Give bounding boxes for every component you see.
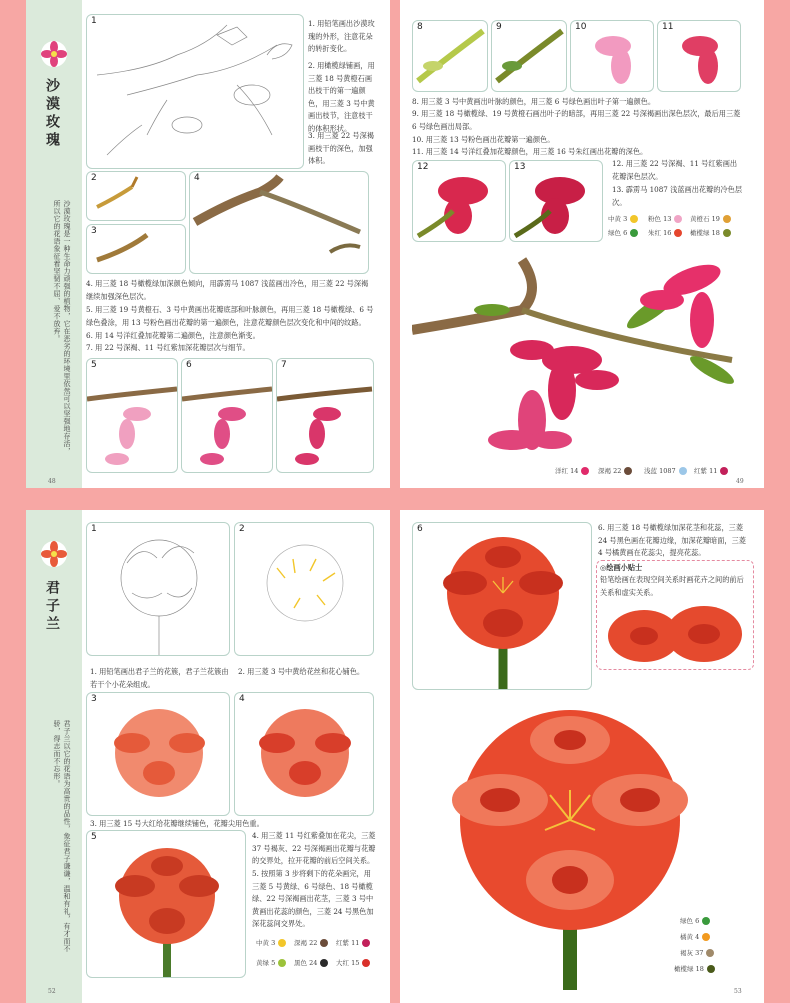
step-13-text: 13. 霹雳马 1087 浅蓝画出花瓣的冷色层次。	[612, 185, 743, 207]
step-1-text: 1. 用铅笔画出沙漠玫瑰的外形，注意花朵的转折变化。	[308, 19, 375, 53]
swatch: 深褐 22	[294, 938, 328, 947]
swatch: 大红 15	[336, 958, 370, 967]
step-5-text: 5. 用三菱 19 号黄橙石、3 号中黄画出花瓣底部和叶脉颜色，再用三菱 18 号橄榄绿、6 号绿色叠涂，用 13 号粉色画出花瓣的第一遍颜色，注意花瓣颜色层次变化和中间的纹路。	[86, 305, 374, 327]
swatch: 黄橙石 19	[690, 214, 731, 223]
step-2-panel: 2	[86, 171, 186, 221]
desert-rose-illustration	[412, 250, 752, 460]
step-3-panel: 3	[86, 692, 230, 816]
step-5-text: 5. 按照第 3 步将剩下的花朵画完，用三菱 5 号黄绿、6 号绿色、18 号橄榄绿、22 号深褐画出花茎，三菱 3 号中黄画出花蕊的颜色，三菱 24 号黑色加深花蕊间交界处。	[252, 869, 374, 928]
step-5-panel: 5	[86, 358, 178, 473]
swatch: 黄绿 5	[256, 958, 286, 967]
intro-text: 沙漠玫瑰是一种生命力顽强的植物，它在恶劣的环境里依然可以坚强地存活，所以它的花语象征着坚韧不屈、爱不放弃。	[53, 200, 71, 455]
section-title: 沙漠玫瑰	[44, 78, 60, 150]
swatch: 红紫 11	[336, 938, 370, 947]
step-8-text: 8. 用三菱 3 号中黄画出叶脉的颜色，用三菱 6 号绿色画出叶子第一遍颜色。	[412, 97, 656, 106]
step-5-panel: 5	[86, 830, 246, 978]
tip-title: ◎绘画小贴士	[600, 563, 643, 572]
step-2-text: 2. 用橄榄绿铺画，用三菱 18 号黄橙石画出枝干的第一遍颜色，用三菱 3 号中黄画出枝节，注意枝干的体积形状。	[308, 61, 375, 133]
step-4-panel: 4	[189, 171, 369, 274]
step-1-sketch-panel: 1	[86, 14, 304, 169]
step-6-panel: 6	[181, 358, 273, 473]
step-3-text: 3. 用三菱 15 号大红给花瓣继续铺色，花瓣尖用色重。	[90, 819, 264, 828]
step-13-panel: 13	[509, 160, 603, 242]
swatch: 红紫 11	[694, 466, 728, 475]
step-6-text: 6. 用 14 号洋红叠加花瓣第二遍颜色，注意颜色渐变。	[86, 331, 260, 340]
section-title: 君子兰	[44, 580, 60, 634]
tip-illustration	[604, 596, 746, 666]
step-9-panel: 9	[491, 20, 567, 92]
swatch: 橄榄绿 18	[690, 228, 731, 237]
step-3-panel: 3	[86, 224, 186, 274]
step-7-text: 7. 用 22 号深褐、11 号红紫加深花瓣层次与细节。	[86, 343, 250, 352]
step-12-panel: 12	[412, 160, 506, 242]
clivia-illustration	[420, 690, 720, 990]
step-4-text: 4. 用三菱 11 号红紫叠加在花尖，三菱 37 号褐灰、22 号深褐画出花瓣与花瓣的交界处，拉开花瓣的前后空间关系。	[252, 831, 376, 865]
step-4-text: 4. 用三菱 18 号橄榄绿加深颜色倾向，用霹雳马 1087 浅蓝画出冷色，用三菱 22 号深褐继续加强深色层次。	[86, 279, 369, 301]
swatch: 朱红 16	[648, 228, 682, 237]
intro-text: 君子兰以它的花语为高贵的品性，象征君子谦谦，温和有礼，有才而不骄，得志而不忘形。	[53, 720, 71, 953]
swatch: 绿色 6	[608, 228, 638, 237]
swatch: 中黄 3	[256, 938, 286, 947]
step-7-panel: 7	[276, 358, 374, 473]
step-4-panel: 4	[234, 692, 374, 816]
swatch: 洋红 14	[555, 466, 589, 475]
swatch: 橘黄 4	[680, 932, 710, 941]
swatch: 浅蓝 1087	[644, 466, 687, 475]
step-1-sketch-panel: 1	[86, 522, 230, 656]
swatch: 橄榄绿 18	[674, 964, 715, 973]
step-12-text: 12. 用三菱 22 号深褐、11 号红紫画出花瓣深色层次。	[612, 159, 738, 181]
page-number: 49	[736, 478, 744, 485]
page-number: 48	[48, 478, 56, 485]
step-10-text: 10. 用三菱 13 号粉色画出花瓣第一遍颜色。	[412, 135, 555, 144]
step-10-panel: 10	[570, 20, 654, 92]
swatch: 粉色 13	[648, 214, 682, 223]
page-number: 52	[48, 988, 56, 995]
step-2-text: 2. 用三菱 3 号中黄给花丝和花心铺色。	[238, 667, 365, 676]
step-11-panel: 11	[657, 20, 741, 92]
step-9-text: 9. 用三菱 18 号橄榄绿、19 号黄橙石画出叶子的暗部，再用三菱 22 号深褐画出深色层次，最后用三菱 6 号绿色画出局部。	[412, 109, 741, 131]
step-6-panel: 6	[412, 522, 592, 690]
swatch: 中黄 3	[608, 214, 638, 223]
step-1-text: 1. 用铅笔画出君子兰的花簇，君子兰花簇由若干个小花朵组成。	[90, 667, 229, 689]
swatch: 绿色 6	[680, 916, 710, 925]
swatch: 深褐 22	[598, 466, 632, 475]
page-number: 53	[734, 988, 742, 995]
flower-logo-icon	[40, 540, 68, 568]
step-3-text: 3. 用三菱 22 号深褐画枝干的深色，加强体积。	[308, 131, 374, 165]
step-11-text: 11. 用三菱 14 号洋红叠加花瓣颜色，用三菱 16 号朱红画出花瓣的深色。	[412, 147, 648, 156]
swatch: 黑色 24	[294, 958, 328, 967]
step-6-text: 6. 用三菱 18 号橄榄绿加深花茎和花蕊，三菱 24 号黑色画在花瓣边缘，加深花瓣暗面，三菱 4 号橘黄画在花蕊尖，提亮花蕊。	[598, 523, 746, 557]
swatch: 褐灰 37	[680, 948, 714, 957]
flower-logo-icon	[40, 40, 68, 68]
step-2-panel: 2	[234, 522, 374, 656]
step-8-panel: 8	[412, 20, 488, 92]
tip-text: 铅笔绘画在表现空间关系时画花卉之间的前后关系和虚实关系。	[600, 575, 744, 597]
